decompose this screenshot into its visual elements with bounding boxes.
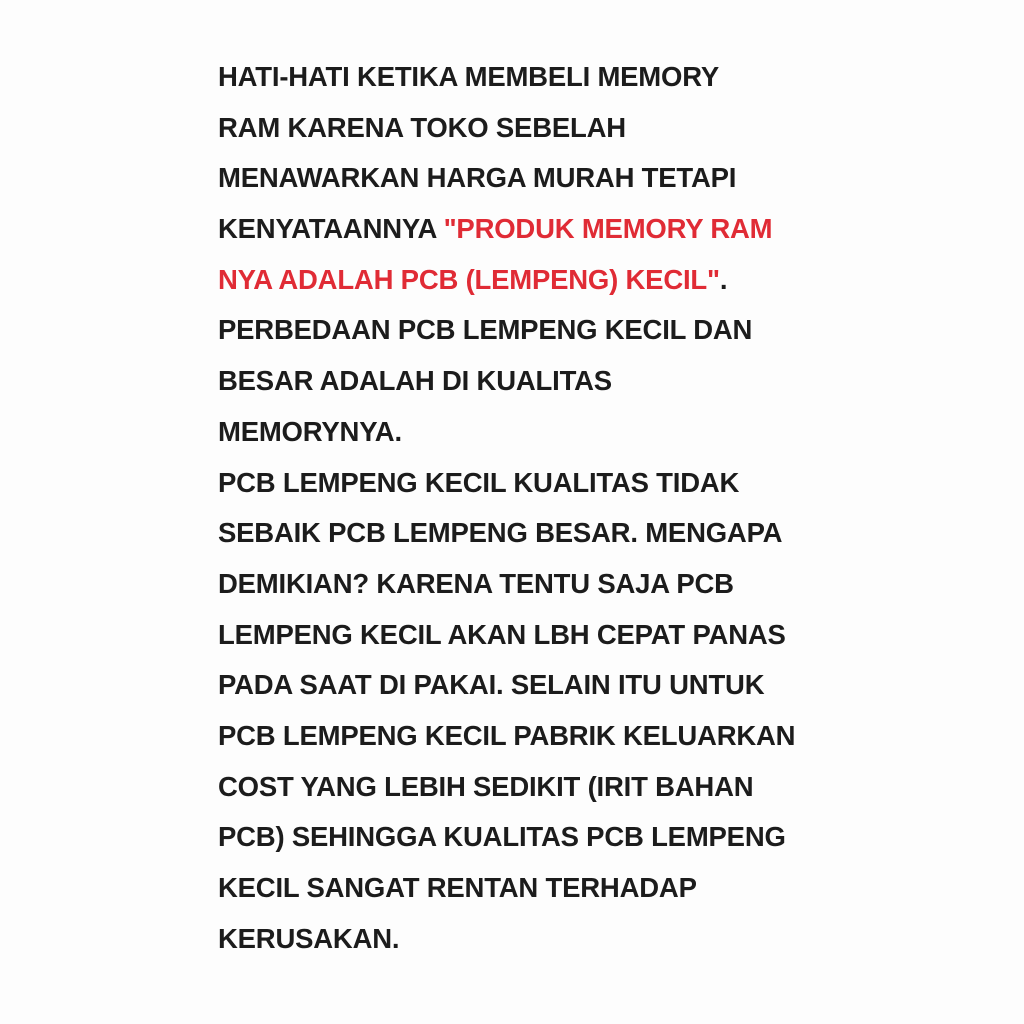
notice-line: RAM KARENA TOKO SEBELAH [218, 111, 626, 143]
notice-highlight-segment: NYA ADALAH PCB (LEMPENG) KECIL" [218, 263, 720, 295]
notice-plain-segment: . [719, 263, 728, 295]
notice-line: DEMIKIAN? KARENA TENTU SAJA PCB [218, 567, 734, 599]
notice-line: PCB LEMPENG KECIL PABRIK KELUARKAN [218, 719, 796, 751]
notice-line: MENAWARKAN HARGA MURAH TETAPI [218, 162, 737, 194]
notice-line: KECIL SANGAT RENTAN TERHADAP [218, 872, 697, 903]
notice-line: KERUSAKAN. [218, 922, 400, 954]
notice-line: MEMORYNYA. [218, 415, 402, 447]
notice-line: PCB LEMPENG KECIL KUALITAS TIDAK [218, 466, 740, 498]
notice-line-mixed [218, 204, 838, 255]
notice-line: PERBEDAAN PCB LEMPENG KECIL DAN [218, 314, 753, 346]
notice-line-mixed [218, 255, 838, 306]
notice-plain-segment: KENYATAANNYA [218, 213, 444, 245]
notice-line: LEMPENG KECIL AKAN LBH CEPAT PANAS [218, 618, 786, 650]
notice-line: BESAR ADALAH DI KUALITAS [218, 365, 612, 397]
notice-line: PCB) SEHINGGA KUALITAS PCB LEMPENG [218, 821, 786, 853]
notice-line: PADA SAAT DI PAKAI. SELAIN ITU UNTUK [218, 669, 765, 701]
notice-line: SEBAIK PCB LEMPENG BESAR. MENGAPA [218, 517, 783, 549]
notice-line: HATI-HATI KETIKA MEMBELI MEMORY [218, 61, 719, 92]
notice-line: COST YANG LEBIH SEDIKIT (IRIT BAHAN [218, 770, 754, 802]
notice-text-block [218, 52, 838, 964]
notice-highlight-segment: "PRODUK MEMORY RAM [443, 213, 773, 245]
